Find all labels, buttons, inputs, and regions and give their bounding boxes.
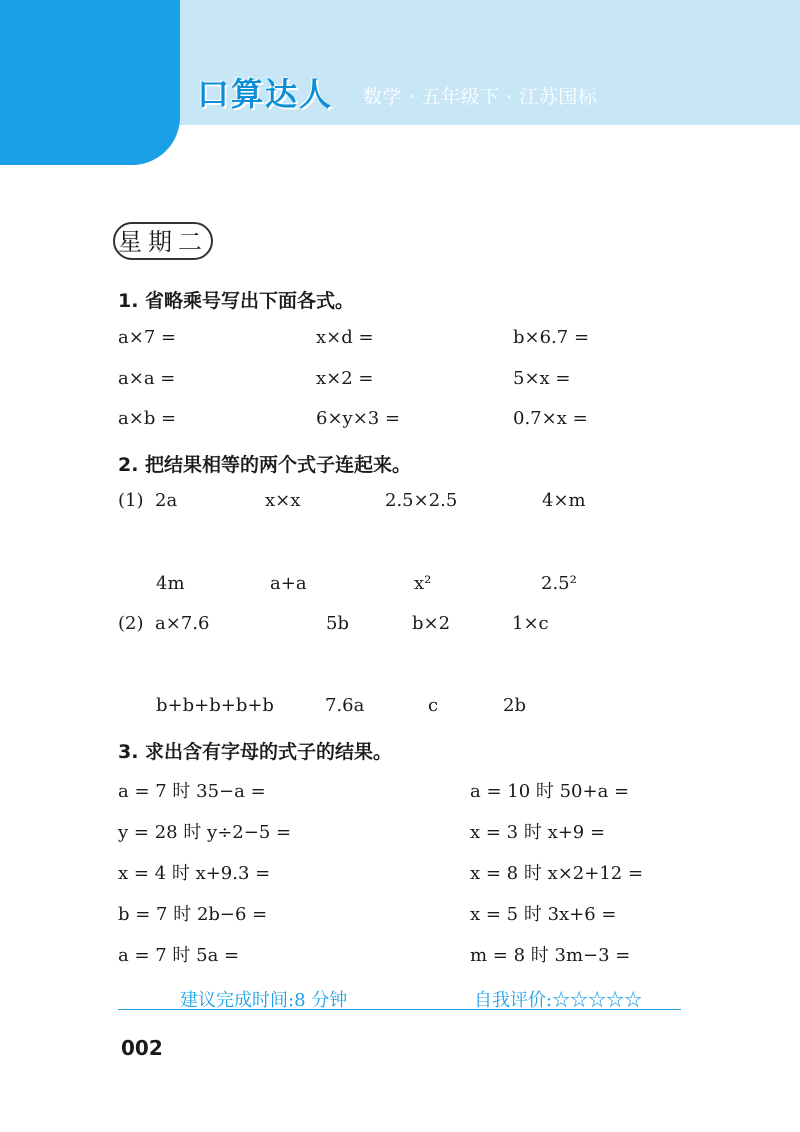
expr-1-1: a×7 = bbox=[118, 327, 177, 348]
match-1-top-2: x×x bbox=[265, 490, 301, 511]
match-2-bottom-1: b+b+b+b+b bbox=[156, 695, 274, 716]
eval-4-left: b = 7 时 2b−6 = bbox=[118, 904, 268, 925]
expr-3-2: 6×y×3 = bbox=[316, 408, 401, 429]
eval-2-right: x = 3 时 x+9 = bbox=[470, 822, 606, 843]
eval-1-left: a = 7 时 35−a = bbox=[118, 781, 266, 802]
question-3-title: 3. 求出含有字母的式子的结果。 bbox=[118, 741, 393, 763]
eval-2-left: y = 28 时 y÷2−5 = bbox=[118, 822, 292, 843]
footer-divider bbox=[118, 1009, 681, 1010]
subject-label: 数学 · 五年级下 · 江苏国标 bbox=[363, 86, 598, 108]
match-2-top-3: b×2 bbox=[412, 613, 451, 634]
part-2-label: (2) bbox=[118, 613, 144, 634]
expr-3-3: 0.7×x = bbox=[513, 408, 588, 429]
self-evaluation: 自我评价:☆☆☆☆☆ bbox=[474, 990, 643, 1011]
match-2-top-4: 1×c bbox=[512, 613, 549, 634]
eval-5-left: a = 7 时 5a = bbox=[118, 945, 240, 966]
expr-3-1: a×b = bbox=[118, 408, 177, 429]
expr-2-2: x×2 = bbox=[316, 368, 374, 389]
question-1-title: 1. 省略乘号写出下面各式。 bbox=[118, 290, 355, 312]
header-tab bbox=[0, 0, 180, 165]
brand-title: 口算达人 bbox=[197, 75, 334, 113]
match-1-bottom-4: 2.5² bbox=[541, 573, 577, 594]
eval-1-right: a = 10 时 50+a = bbox=[470, 781, 630, 802]
expr-2-1: a×a = bbox=[118, 368, 176, 389]
expr-2-3: 5×x = bbox=[513, 368, 571, 389]
match-2-bottom-4: 2b bbox=[503, 695, 526, 716]
eval-5-right: m = 8 时 3m−3 = bbox=[470, 945, 631, 966]
eval-3-right: x = 8 时 x×2+12 = bbox=[470, 863, 644, 884]
match-2-top-1: a×7.6 bbox=[155, 613, 210, 634]
question-2-title: 2. 把结果相等的两个式子连起来。 bbox=[118, 454, 412, 476]
match-2-bottom-2: 7.6a bbox=[325, 695, 365, 716]
match-2-bottom-3: c bbox=[428, 695, 439, 716]
eval-4-right: x = 5 时 3x+6 = bbox=[470, 904, 617, 925]
match-1-top-4: 4×m bbox=[542, 490, 586, 511]
expr-1-2: x×d = bbox=[316, 327, 374, 348]
suggested-time: 建议完成时间:8 分钟 bbox=[180, 990, 348, 1011]
expr-1-3: b×6.7 = bbox=[513, 327, 590, 348]
match-1-top-3: 2.5×2.5 bbox=[385, 490, 458, 511]
part-1-label: (1) bbox=[118, 490, 144, 511]
eval-3-left: x = 4 时 x+9.3 = bbox=[118, 863, 271, 884]
match-1-top-1: 2a bbox=[155, 490, 178, 511]
day-badge: 星期二 bbox=[113, 222, 213, 260]
match-1-bottom-3: x² bbox=[414, 573, 432, 594]
match-1-bottom-1: 4m bbox=[156, 573, 185, 594]
page-number: 002 bbox=[121, 1036, 163, 1060]
match-1-bottom-2: a+a bbox=[270, 573, 307, 594]
match-2-top-2: 5b bbox=[326, 613, 349, 634]
